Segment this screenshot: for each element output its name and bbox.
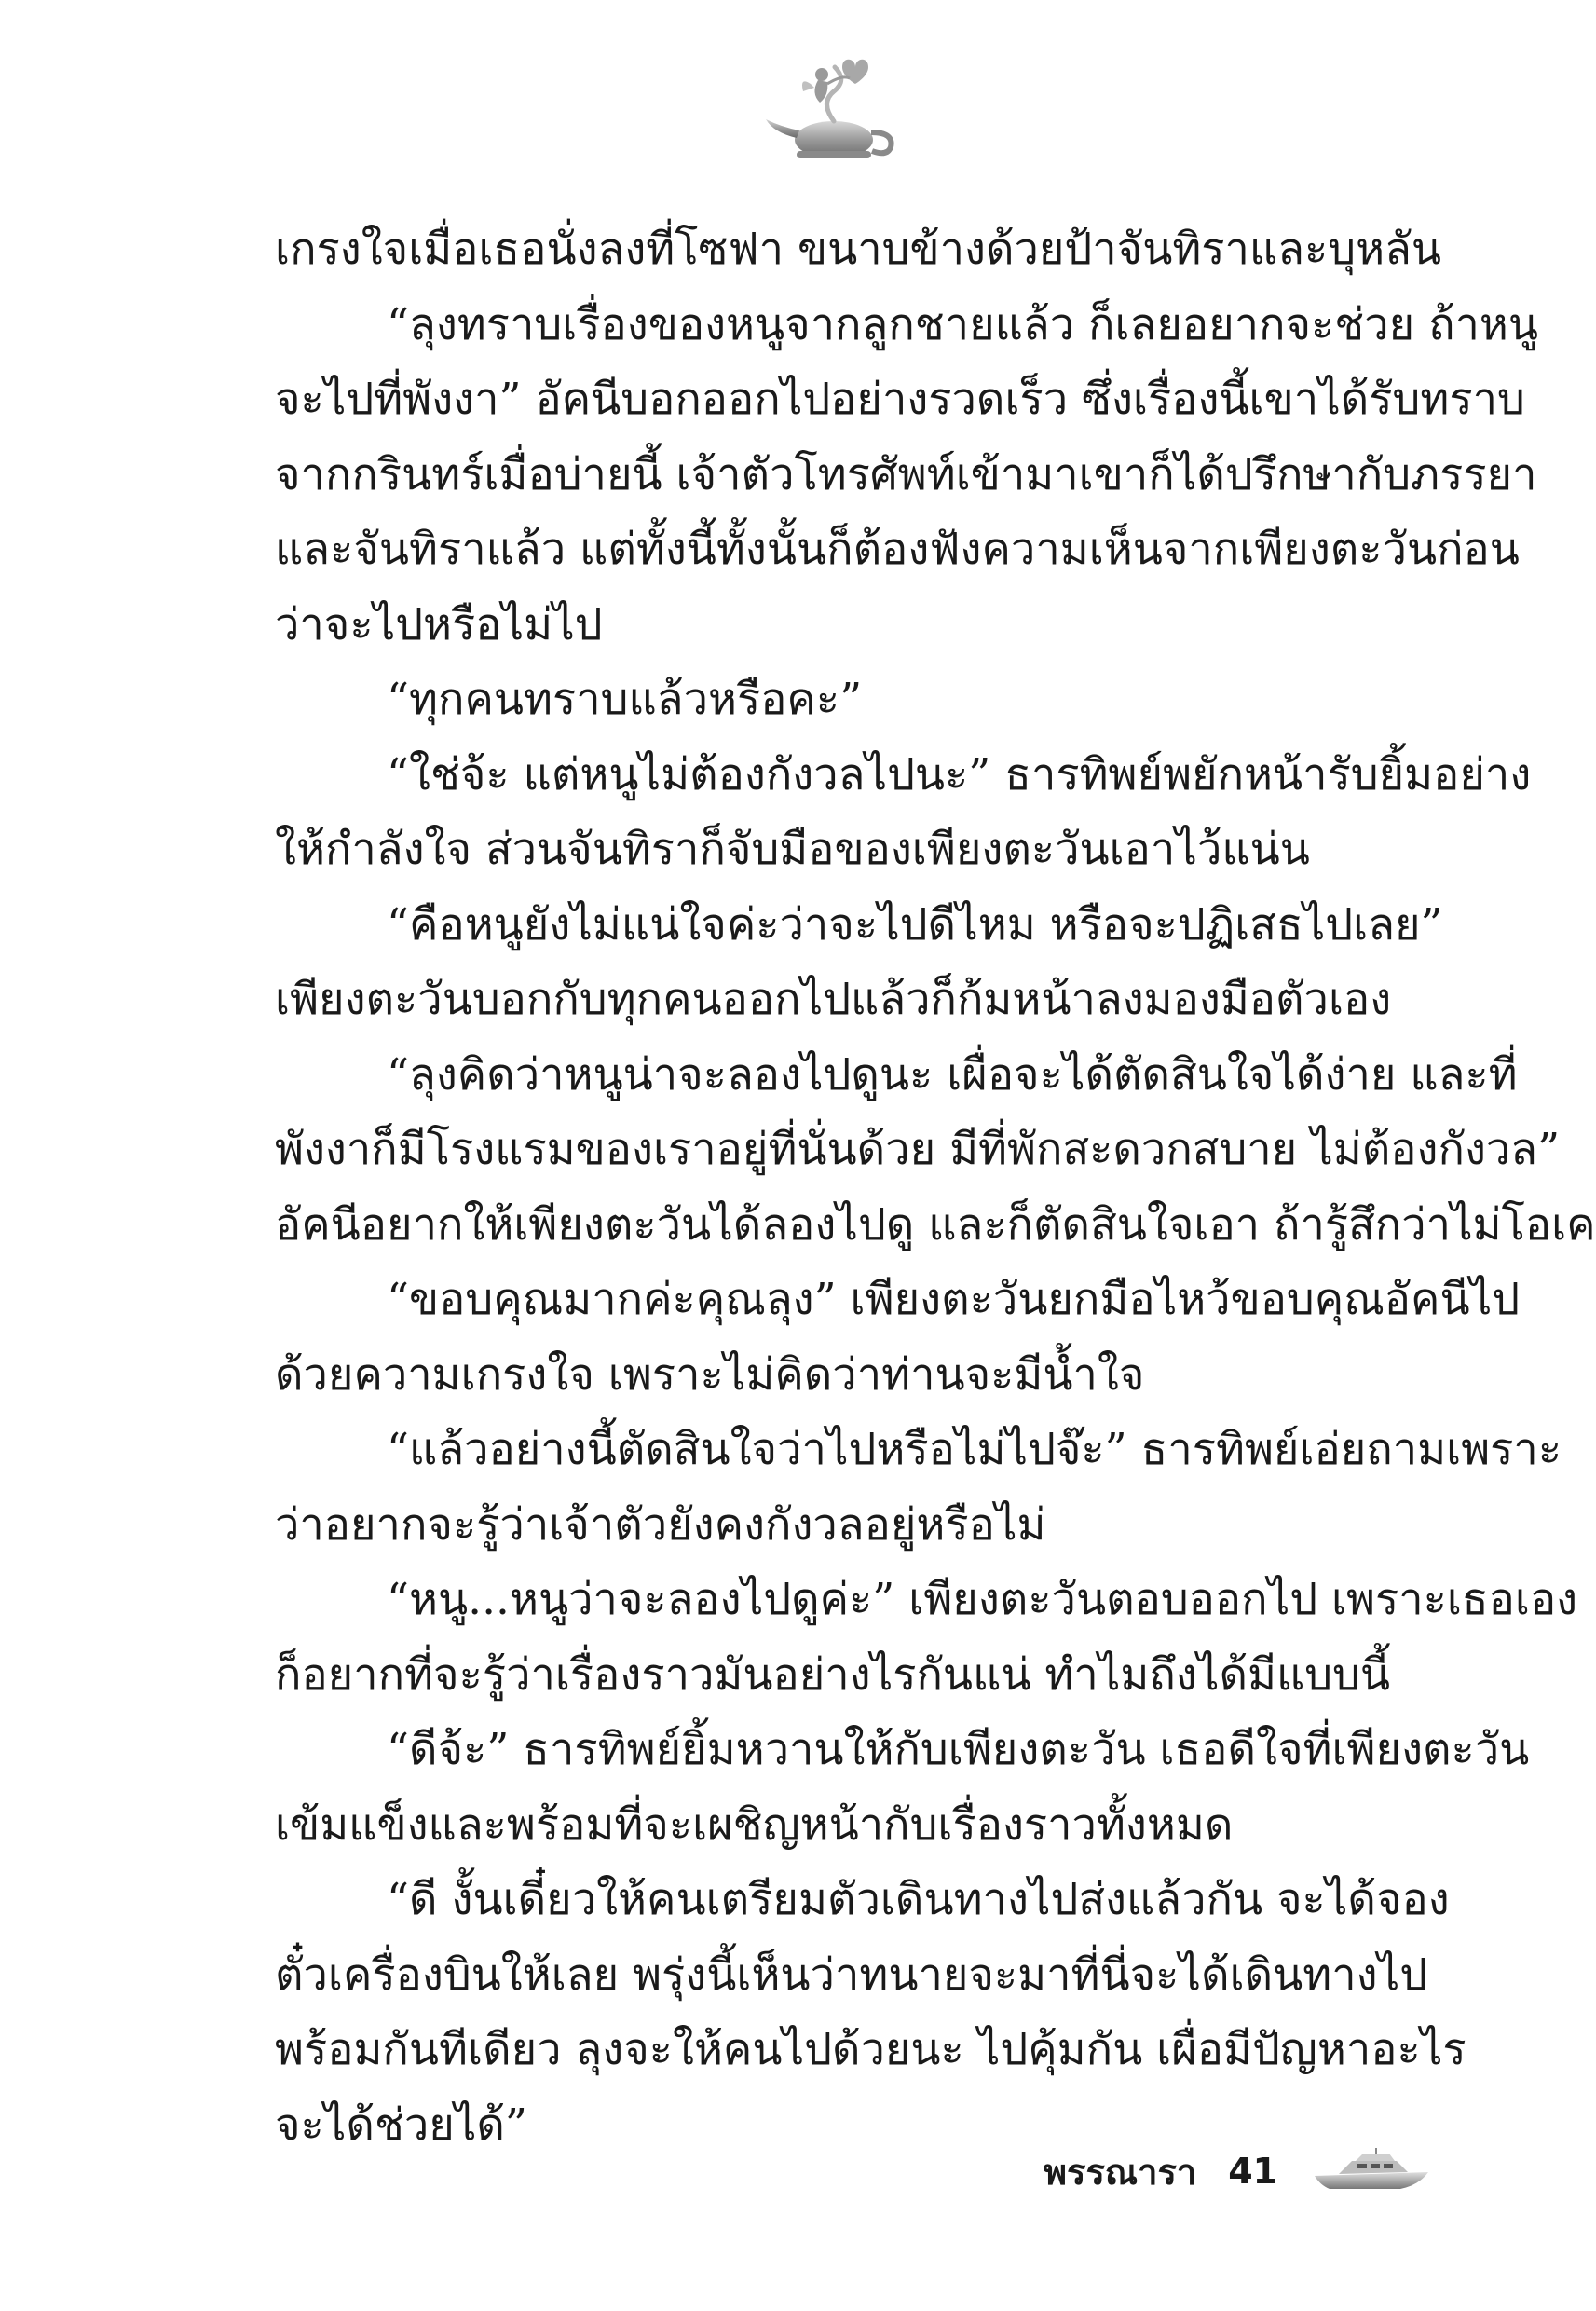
text-line: “ใช่จ้ะ แต่หนูไม่ต้องกังวลไปนะ” ธารทิพย์พยักหน้ารับยิ้มอย่าง [387, 748, 1532, 800]
text-line: อัคนีอยากให้เพียงตะวันได้ลองไปดู และก็ตัดสินใจเอา ถ้ารู้สึกว่าไม่โอเค [275, 1198, 1596, 1251]
text-line: “ขอบคุณมากค่ะคุณลุง” เพียงตะวันยกมือไหว้ขอบคุณอัคนีไป [387, 1274, 1521, 1325]
text-line: จะได้ช่วยได้” [275, 2099, 527, 2151]
text-line: พังงาก็มีโรงแรมของเราอยู่ที่นั่นด้วย มีที่พักสะดวกสบาย ไม่ต้องกังวล” [275, 1124, 1561, 1175]
text-line: จะไปที่พังงา” อัคนีบอกออกไปอย่างรวดเร็ว ซึ่งเรื่องนี้เขาได้รับทราบ [275, 374, 1525, 425]
text-line: และจันทิราแล้ว แต่ทั้งนี้ทั้งนั้นก็ต้องฟังความเห็นจากเพียงตะวันก่อน [275, 524, 1520, 575]
text-line: ด้วยความเกรงใจ เพราะไม่คิดว่าท่านจะมีน้ำใจ [275, 1348, 1145, 1401]
text-line: “แล้วอย่างนี้ตัดสินใจว่าไปหรือไม่ไปจ๊ะ” ธารทิพย์เอ่ยถามเพราะ [387, 1424, 1562, 1475]
text-line: ว่าอยากจะรู้ว่าเจ้าตัวยังคงกังวลอยู่หรือไม่ [275, 1498, 1046, 1551]
text-line: “ลุงทราบเรื่องของหนูจากลูกชายแล้ว ก็เลยอยากจะช่วย ถ้าหนู [387, 298, 1539, 350]
text-line: พร้อมกันทีเดียว ลุงจะให้คนไปด้วยนะ ไปคุ้มกัน เผื่อมีปัญหาอะไร [275, 2024, 1466, 2075]
text-line: ว่าจะไปหรือไม่ไป [275, 598, 603, 650]
text-line: “ลุงคิดว่าหนูน่าจะลองไปดูนะ เผื่อจะได้ตัดสินใจได้ง่าย และที่ [387, 1048, 1518, 1101]
body-text [275, 212, 1596, 2163]
text-line: “ทุกคนทราบแล้วหรือคะ” [387, 674, 863, 725]
yacht-icon [1311, 2148, 1432, 2195]
text-line: ให้กำลังใจ ส่วนจันทิราก็จับมือของเพียงตะวันเอาไว้แน่น [275, 824, 1310, 875]
text-line: “ดีจ้ะ” ธารทิพย์ยิ้มหวานให้กับเพียงตะวัน เธอดีใจที่เพียงตะวัน [387, 1724, 1530, 1775]
text-line: “ดี งั้นเดี๋ยวให้คนเตรียมตัวเดินทางไปส่งแล้วกัน จะได้จอง [387, 1874, 1450, 1925]
page-footer [1044, 2143, 1432, 2199]
text-line: จากกรินทร์เมื่อบ่ายนี้ เจ้าตัวโทรศัพท์เข้ามาเขาก็ได้ปรึกษากับภรรยา [275, 448, 1537, 500]
text-line: เพียงตะวันบอกกับทุกคนออกไปแล้วก็ก้มหน้าลงมองมือตัวเอง [275, 974, 1392, 1025]
text-line: เข้มแข็งและพร้อมที่จะเผชิญหน้ากับเรื่องราวทั้งหมด [275, 1798, 1234, 1851]
text-line: เกรงใจเมื่อเธอนั่งลงที่โซฟา ขนาบข้างด้วยป้าจันทิราและบุหลัน [275, 224, 1442, 275]
text-line: “คือหนูยังไม่แน่ใจค่ะว่าจะไปดีไหม หรือจะปฏิเสธไปเลย” [387, 898, 1443, 950]
text-line: “หนู...หนูว่าจะลองไปดูค่ะ” เพียงตะวันตอบออกไป เพราะเธอเอง [387, 1574, 1578, 1625]
teapot-ornament-icon [745, 47, 913, 168]
page-number: 41 [1228, 2151, 1278, 2192]
text-line: ตั๋วเครื่องบินให้เลย พรุ่งนี้เห็นว่าทนายจะมาที่นี่จะได้เดินทางไป [275, 1949, 1428, 2001]
text-line: ก็อยากที่จะรู้ว่าเรื่องราวมันอย่างไรกันแน่ ทำไมถึงได้มีแบบนี้ [275, 1648, 1391, 1701]
book-title: พรรณารา [1044, 2151, 1197, 2193]
